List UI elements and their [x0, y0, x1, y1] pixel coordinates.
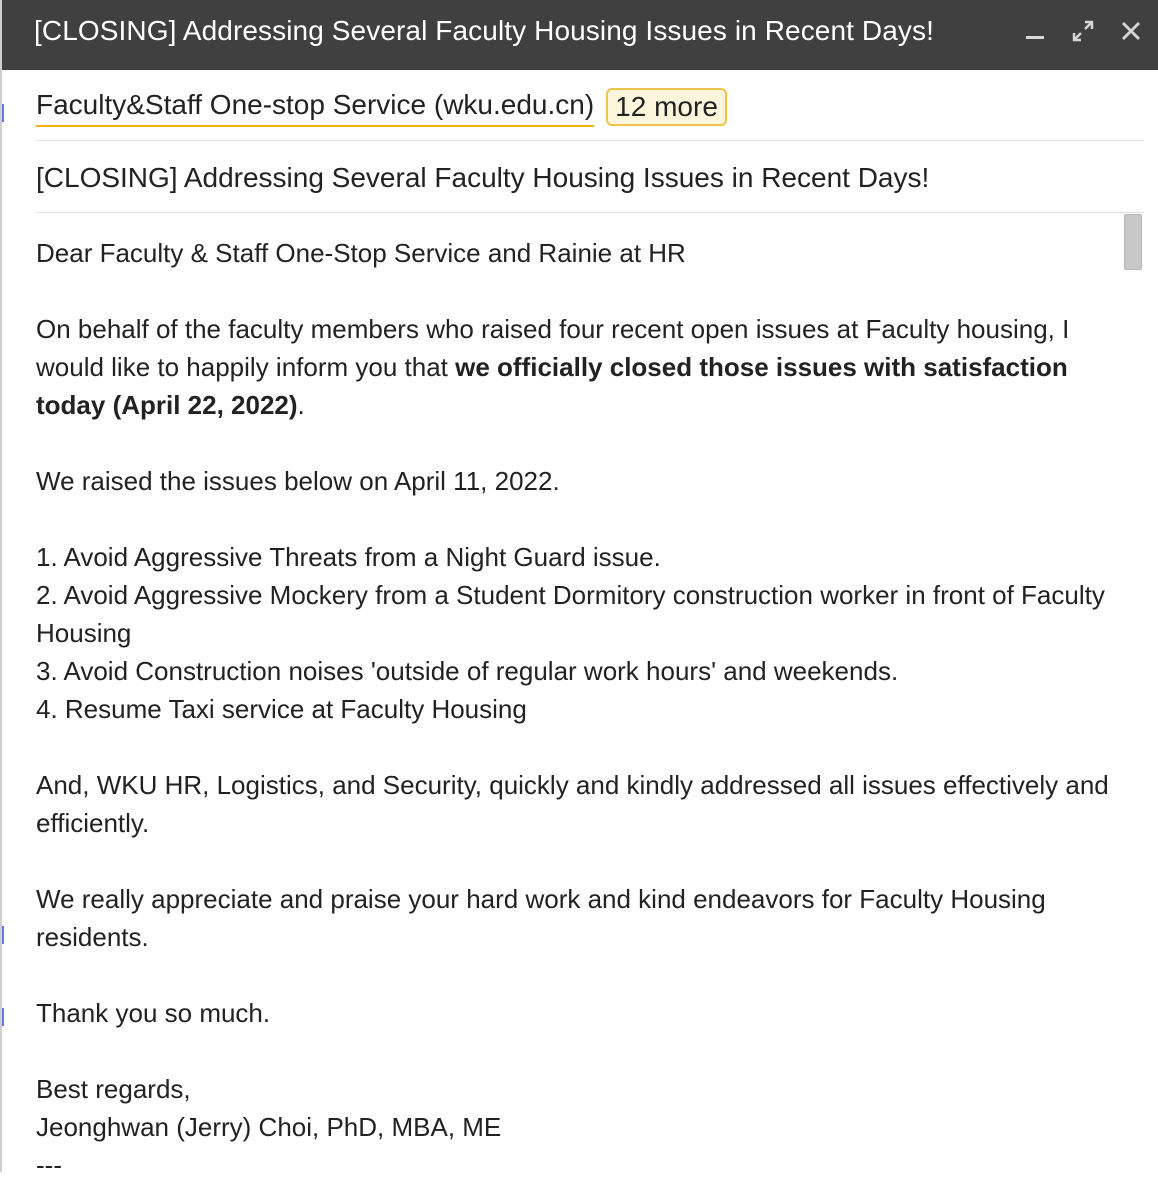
scrollbar-thumb[interactable] [1124, 214, 1142, 270]
minimize-icon[interactable] [1016, 14, 1054, 48]
more-recipients-button[interactable]: 12 more [606, 88, 727, 126]
paragraph: We raised the issues below on April 11, 2022. [36, 466, 560, 496]
window-title: [CLOSING] Addressing Several Faculty Housing Issues in Recent Days! [34, 15, 934, 46]
window-titlebar[interactable] [2, 0, 1158, 70]
recipient-chip[interactable]: Faculty&Staff One-stop Service (wku.edu.cn) [36, 87, 594, 127]
window-controls [1016, 14, 1150, 48]
paragraph: And, WKU HR, Logistics, and Security, quickly and kindly addressed all issues effectively and efficiently. [36, 770, 1109, 838]
edge-marker [2, 926, 4, 944]
subject-field[interactable]: [CLOSING] Addressing Several Faculty Housing Issues in Recent Days! [36, 162, 930, 193]
list-item: 1. Avoid Aggressive Threats from a Night Guard issue. [36, 542, 661, 572]
paragraph-bold-text: we officially closed those issues with satisfaction today (April 22, 2022) [36, 352, 1068, 420]
paragraph: We really appreciate and praise your hard work and kind endeavors for Faculty Housing residents. [36, 884, 1046, 952]
paragraph-text: . [297, 390, 305, 420]
message-body[interactable] [36, 234, 1116, 1184]
closing: Best regards, [36, 1074, 191, 1104]
list-item: 3. Avoid Construction noises 'outside of regular work hours' and weekends. [36, 656, 899, 686]
divider [36, 212, 1144, 213]
paragraph-text: On behalf of the faculty members who raised four recent open issues at Faculty housing, I would like to happily inform you that [36, 314, 1070, 382]
divider [36, 140, 1144, 141]
paragraph: Thank you so much. [36, 998, 271, 1028]
recipients-row [36, 84, 727, 130]
list-item: 2. Avoid Aggressive Mockery from a Student Dormitory construction worker in front of Faculty Housing [36, 580, 1105, 648]
list-item: 4. Resume Taxi service at Faculty Housing [36, 694, 527, 724]
edge-marker [2, 104, 4, 122]
greeting: Dear Faculty & Staff One-Stop Service and Rainie at HR [36, 238, 686, 268]
paragraph [36, 310, 1116, 424]
signature: Jeonghwan (Jerry) Choi, PhD, MBA, ME [36, 1112, 502, 1142]
expand-icon[interactable] [1064, 14, 1102, 48]
edge-marker [2, 1008, 4, 1026]
close-icon[interactable] [1112, 14, 1150, 48]
signature-separator: --- [36, 1150, 62, 1180]
